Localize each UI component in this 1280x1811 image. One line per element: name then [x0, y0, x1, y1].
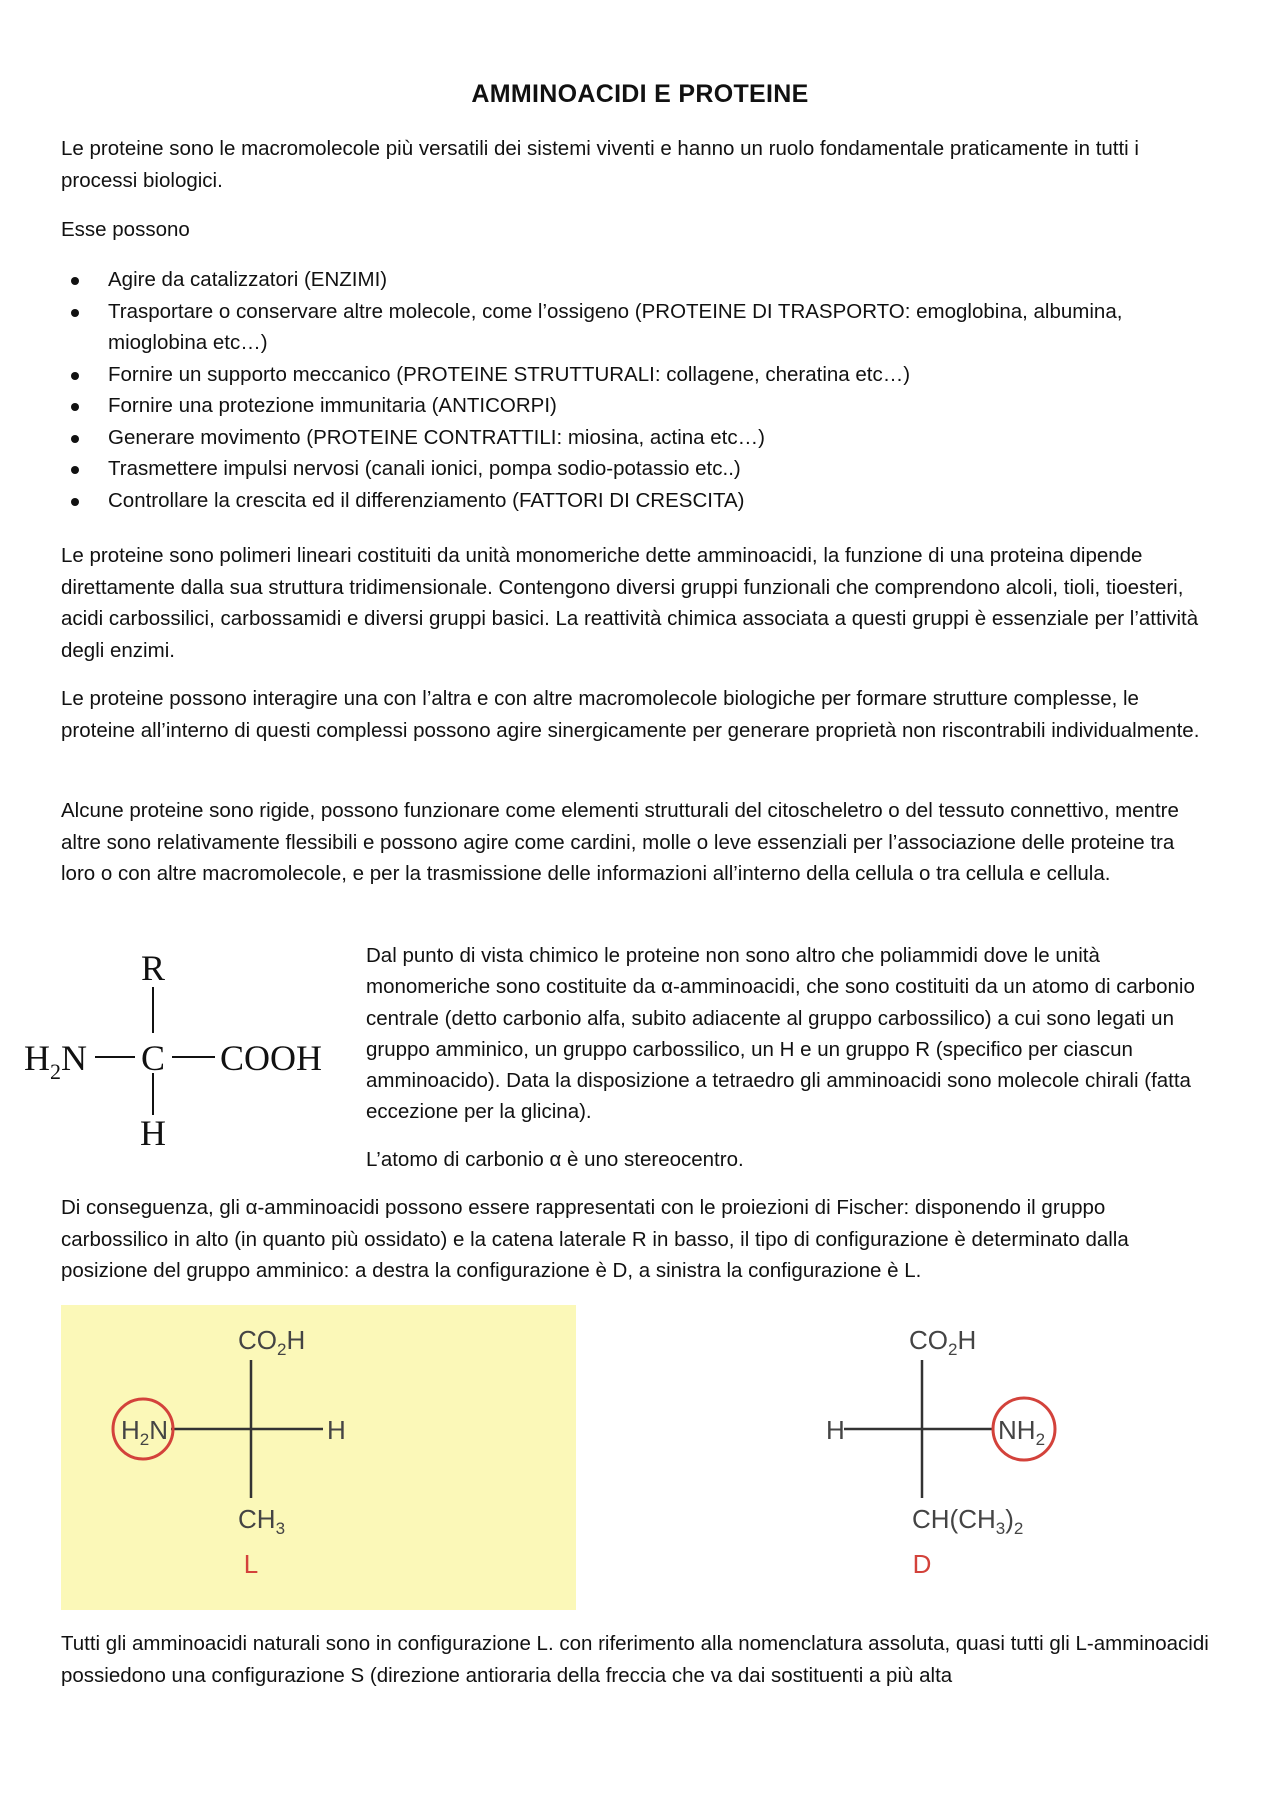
- functions-list: [61, 264, 1211, 516]
- paragraph-stereocenter: L’atomo di carbonio α è uno stereocentro.: [366, 1148, 744, 1171]
- alpha-carbon-label: C: [140, 1038, 166, 1078]
- list-item: Trasmettere impulsi nervosi (canali ionici, pompa sodio-potassio etc..): [61, 453, 1211, 485]
- list-item: Fornire una protezione immunitaria (ANTICORPI): [61, 390, 1211, 422]
- bullet-icon: [71, 403, 79, 411]
- fischer-projection-l: [61, 1305, 576, 1610]
- r-group-label: R: [140, 948, 166, 988]
- fischer-l-bottom: $CH_3$: [238, 1504, 286, 1538]
- bullet-icon: [71, 277, 79, 285]
- fischer-l-top: $CO_2H$: [238, 1325, 306, 1359]
- h-label: H: [140, 1113, 166, 1153]
- fischer-l-right: H: [327, 1415, 346, 1445]
- fischer-d-top: $CO_2H$: [909, 1325, 977, 1359]
- bullet-icon: [71, 466, 79, 474]
- fischer-l-left: $H_2N$: [121, 1415, 169, 1449]
- amino-acid-structure: [20, 945, 340, 1155]
- paragraph-natural-l: Tutti gli amminoacidi naturali sono in configurazione L. con riferimento alla nomenclatura assoluta, quasi tutti gli L-amminoacidi possiedono una configurazione S (direzione antioraria della freccia che va dai sostituenti a più alta: [61, 1632, 1209, 1687]
- fischer-d-label: D: [912, 1549, 932, 1579]
- esse-possono-text: Esse possono: [61, 218, 190, 241]
- list-item: Agire da catalizzatori (ENZIMI): [61, 264, 1211, 296]
- fischer-projection-d: [800, 1305, 1100, 1610]
- page-title: AMMINOACIDI E PROTEINE: [471, 80, 809, 108]
- bullet-icon: [71, 435, 79, 443]
- list-item: Generare movimento (PROTEINE CONTRATTILI: miosina, actina etc…): [61, 422, 1211, 454]
- fischer-d-left: H: [826, 1415, 845, 1445]
- paragraph-fischer: Di conseguenza, gli α-amminoacidi possono essere rappresentati con le proiezioni di Fischer: disponendo il gruppo carbossilico in alto (in quanto più ossidato) e la catena laterale R in basso, il tipo di configurazione è determinato dalla posizione del gruppo amminico: a destra la configurazione è D, a sinistra la configurazione è L.: [61, 1196, 1129, 1282]
- list-item: Controllare la crescita ed il differenziamento (FATTORI DI CRESCITA): [61, 485, 1211, 517]
- bullet-icon: [71, 309, 79, 317]
- paragraph-rigid: Alcune proteine sono rigide, possono funzionare come elementi strutturali del citoscheletro o del tessuto connettivo, mentre altre sono relativamente flessibili e possono agire come cardini, molle o leve essenziali per l’associazione delle proteine tra loro o con altre macromolecole, e per la trasmissione delle informazioni all’interno della cellula o tra cellula e cellula.: [61, 799, 1179, 885]
- fischer-d-bottom: $CH(CH_3)_2$: [912, 1504, 1024, 1538]
- paragraph-interactions: Le proteine possono interagire una con l’altra e con altre macromolecole biologiche per formare strutture complesse, le proteine all’interno di questi complessi possono agire sinergicamente per generare proprietà non riscontrabili individualmente.: [61, 687, 1200, 742]
- list-item: Fornire un supporto meccanico (PROTEINE STRUTTURALI: collagene, cheratina etc…): [61, 359, 1211, 391]
- fischer-d-right: $NH_2$: [998, 1415, 1046, 1449]
- h2n-label: $H_2N$: [24, 1038, 87, 1084]
- bullet-icon: [71, 372, 79, 380]
- paragraph-polymers: Le proteine sono polimeri lineari costituiti da unità monomeriche dette amminoacidi, la funzione di una proteina dipende direttamente dalla sua struttura tridimensionale. Contengono diversi gruppi funzionali che comprendono alcoli, tioli, tioesteri, acidi carbossilici, carbossamidi e diversi gruppi basici. La reattività chimica associata a questi gruppi è essenziale per l’attività degli enzimi.: [61, 544, 1199, 662]
- bullet-icon: [71, 498, 79, 506]
- intro-paragraph: Le proteine sono le macromolecole più versatili dei sistemi viventi e hanno un ruolo fondamentale praticamente in tutti i processi biologici.: [61, 137, 1139, 192]
- fischer-l-label: L: [243, 1549, 259, 1579]
- list-item: Trasportare o conservare altre molecole, come l’ossigeno (PROTEINE DI TRASPORTO: emoglobina, albumina, mioglobina etc…): [61, 296, 1211, 359]
- cooh-label: COOH: [220, 1038, 323, 1078]
- paragraph-chemistry: Dal punto di vista chimico le proteine non sono altro che poliammidi dove le unità monomeriche sono costituite da α-amminoacidi, che sono costituiti da un atomo di carbonio centrale (detto carbonio alfa, subito adiacente al gruppo carbossilico) a cui sono legati un gruppo amminico, un gruppo carbossilico, un H e un gruppo R (specifico per ciascun amminoacido). Data la disposizione a tetraedro gli amminoacidi sono molecole chirali (fatta eccezione per la glicina).: [366, 944, 1195, 1124]
